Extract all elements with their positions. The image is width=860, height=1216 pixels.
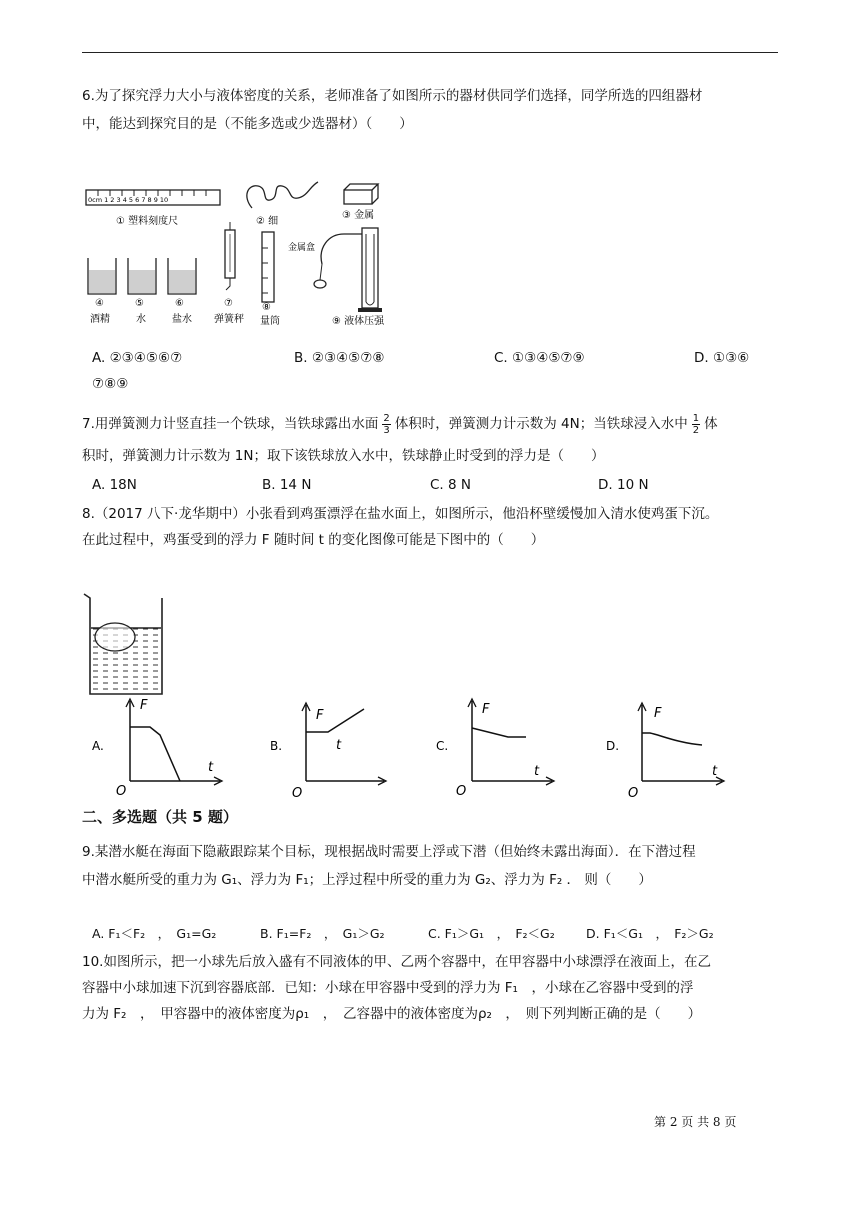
num7: ⑦ bbox=[224, 298, 233, 309]
graph-d-curve bbox=[642, 733, 702, 745]
q7-option-d[interactable]: D. 10 N bbox=[598, 477, 649, 493]
q6-option-c[interactable]: C. ①③④⑤⑦⑨ bbox=[494, 350, 585, 366]
fraction-two-thirds bbox=[382, 413, 390, 436]
svg-text:O: O bbox=[292, 786, 303, 801]
svg-text:t: t bbox=[534, 764, 540, 779]
svg-text:F: F bbox=[482, 702, 490, 717]
graph-b-curve bbox=[306, 709, 364, 732]
q9-option-d[interactable]: D. F₁＜G₁ ， F₂＞G₂ bbox=[586, 926, 714, 941]
q7-option-b[interactable]: B. 14 N bbox=[262, 477, 312, 493]
spring-scale-icon bbox=[225, 222, 235, 290]
frac1-num: 2 bbox=[383, 412, 390, 424]
q7-stem-line2: 积时，弹簧测力计示数为 1N；取下该铁球放入水中，铁球静止时受到的浮力是（ ） bbox=[82, 448, 605, 464]
q10-stem-line1: 10.如图所示，把一小球先后放入盛有不同液体的甲、乙两个容器中，在甲容器中小球漂浮在液面上，在乙 bbox=[82, 954, 711, 970]
q6-option-d[interactable]: D. ①③⑥ bbox=[694, 350, 750, 366]
q8-stem-line2: 在此过程中，鸡蛋受到的浮力 F 随时间 t 的变化图像可能是下图中的（ ） bbox=[82, 532, 545, 548]
q7-option-c[interactable]: C. 8 N bbox=[430, 477, 471, 493]
string-icon bbox=[247, 182, 318, 208]
pressure-gauge-label: ⑨ 液体压强 bbox=[332, 316, 385, 327]
num5: ⑤ bbox=[135, 298, 144, 309]
q8-graphs bbox=[82, 695, 782, 805]
ruler-ticks: 0cm 1 2 3 4 5 6 7 8 9 10 bbox=[88, 196, 169, 204]
q6-stem-line2: 中，能达到探究目的是（不能多选或少选器材）（ ） bbox=[82, 116, 413, 132]
num8: ⑧ bbox=[262, 302, 271, 313]
graph-b bbox=[270, 703, 386, 801]
q6-stem-line1: 6.为了探究浮力大小与液体密度的关系，老师准备了如图所示的器材供同学们选择，同学所选的四组器材 bbox=[82, 88, 703, 104]
section-title-multiple-choice: 二、多选题（共 5 题） bbox=[82, 808, 238, 826]
graph-d-label[interactable]: D. bbox=[606, 739, 620, 753]
q10-stem-line2: 容器中小球加速下沉到容器底部．已知：小球在甲容器中受到的浮力为 F₁ ，小球在乙容器中受到的浮 bbox=[82, 980, 694, 996]
frac1-den: 3 bbox=[383, 424, 390, 436]
graph-c bbox=[436, 699, 554, 799]
graph-b-label[interactable]: B. bbox=[270, 739, 283, 753]
svg-text:O: O bbox=[456, 784, 467, 799]
q6-option-d-cont: ⑦⑧⑨ bbox=[92, 376, 129, 392]
svg-text:t: t bbox=[208, 760, 214, 775]
svg-text:F: F bbox=[140, 698, 148, 713]
q7-stem-line1 bbox=[82, 410, 718, 438]
svg-text:F: F bbox=[316, 708, 324, 723]
q7-part2: 体积时，弹簧测力计示数为 4N；当铁球浸入水中 bbox=[394, 416, 688, 432]
q10-stem-line3: 力为 F₂ ， 甲容器中的液体密度为ρ₁ ， 乙容器中的液体密度为ρ₂ ， 则下列判断正确的是（ ） bbox=[82, 1006, 702, 1022]
q7-part3: 体 bbox=[704, 416, 718, 432]
page-footer: 第 2 页 共 8 页 bbox=[654, 1115, 737, 1129]
liquid-pressure-gauge-icon bbox=[314, 228, 382, 312]
q7-option-a[interactable]: A. 18N bbox=[92, 477, 137, 493]
header-rule bbox=[82, 52, 778, 53]
q6-options bbox=[92, 348, 792, 368]
measuring-cylinder-icon bbox=[262, 232, 274, 302]
beaker-alcohol-icon bbox=[88, 258, 116, 294]
metal-box-label: 金属盒 bbox=[288, 243, 316, 253]
q6-option-a[interactable]: A. ②③④⑤⑥⑦ bbox=[92, 350, 183, 366]
q9-stem-line2: 中潜水艇所受的重力为 G₁、浮力为 F₁；上浮过程中所受的重力为 G₂、浮力为 F₂ ． 则（ ） bbox=[82, 872, 652, 888]
graph-a-curve bbox=[130, 727, 180, 781]
frac2-num: 1 bbox=[692, 412, 700, 424]
egg-beaker-figure bbox=[82, 590, 192, 700]
cylinder-label: 量筒 bbox=[260, 316, 280, 327]
num6: ⑥ bbox=[175, 298, 184, 309]
q9-option-a[interactable]: A. F₁＜F₂ ， G₁=G₂ bbox=[92, 926, 217, 941]
svg-text:t: t bbox=[336, 738, 342, 753]
q7-part1: 7.用弹簧测力计竖直挂一个铁球，当铁球露出水面 bbox=[82, 416, 379, 432]
graph-a bbox=[92, 698, 222, 799]
beaker-water-icon bbox=[128, 258, 156, 294]
q7-options bbox=[92, 475, 792, 495]
beaker-saltwater-icon bbox=[168, 258, 196, 294]
metal-block-icon bbox=[344, 184, 378, 204]
svg-text:O: O bbox=[628, 786, 639, 801]
num4: ④ bbox=[95, 298, 104, 309]
q9-option-c[interactable]: C. F₁＞G₁ ， F₂＜G₂ bbox=[428, 926, 555, 941]
fraction-one-half bbox=[692, 413, 700, 436]
graph-d bbox=[606, 703, 724, 801]
frac2-den: 2 bbox=[692, 424, 700, 436]
graph-c-curve bbox=[472, 728, 526, 737]
q9-options bbox=[92, 924, 782, 944]
ruler-label: ① 塑料刻度尺 bbox=[116, 216, 179, 227]
q9-option-b[interactable]: B. F₁=F₂ ， G₁＞G₂ bbox=[260, 926, 385, 941]
cup-alcohol-label: 酒精 bbox=[90, 314, 110, 325]
q6-equipment-figure bbox=[82, 178, 422, 328]
graph-c-label[interactable]: C. bbox=[436, 739, 449, 753]
egg-icon bbox=[95, 623, 135, 651]
spring-scale-label: 弹簧秤 bbox=[214, 314, 244, 325]
graph-a-label[interactable]: A. bbox=[92, 739, 104, 753]
metal-block-label: ③ 金属 bbox=[342, 210, 375, 221]
string-label: ② 细 bbox=[256, 216, 279, 227]
cup-saltwater-label: 盐水 bbox=[172, 314, 192, 325]
cup-water-label: 水 bbox=[136, 314, 146, 325]
svg-text:t: t bbox=[712, 764, 718, 779]
svg-text:O: O bbox=[116, 784, 127, 799]
q6-option-b[interactable]: B. ②③④⑤⑦⑧ bbox=[294, 350, 385, 366]
q8-stem-line1: 8.（2017 八下·龙华期中）小张看到鸡蛋漂浮在盐水面上，如图所示，他沿杯壁缓慢加入清水使鸡蛋下沉。 bbox=[82, 506, 719, 522]
q9-stem-line1: 9.某潜水艇在海面下隐蔽跟踪某个目标，现根据战时需要上浮或下潜（但始终未露出海面）．在下潜过程 bbox=[82, 844, 696, 860]
svg-text:F: F bbox=[654, 706, 662, 721]
